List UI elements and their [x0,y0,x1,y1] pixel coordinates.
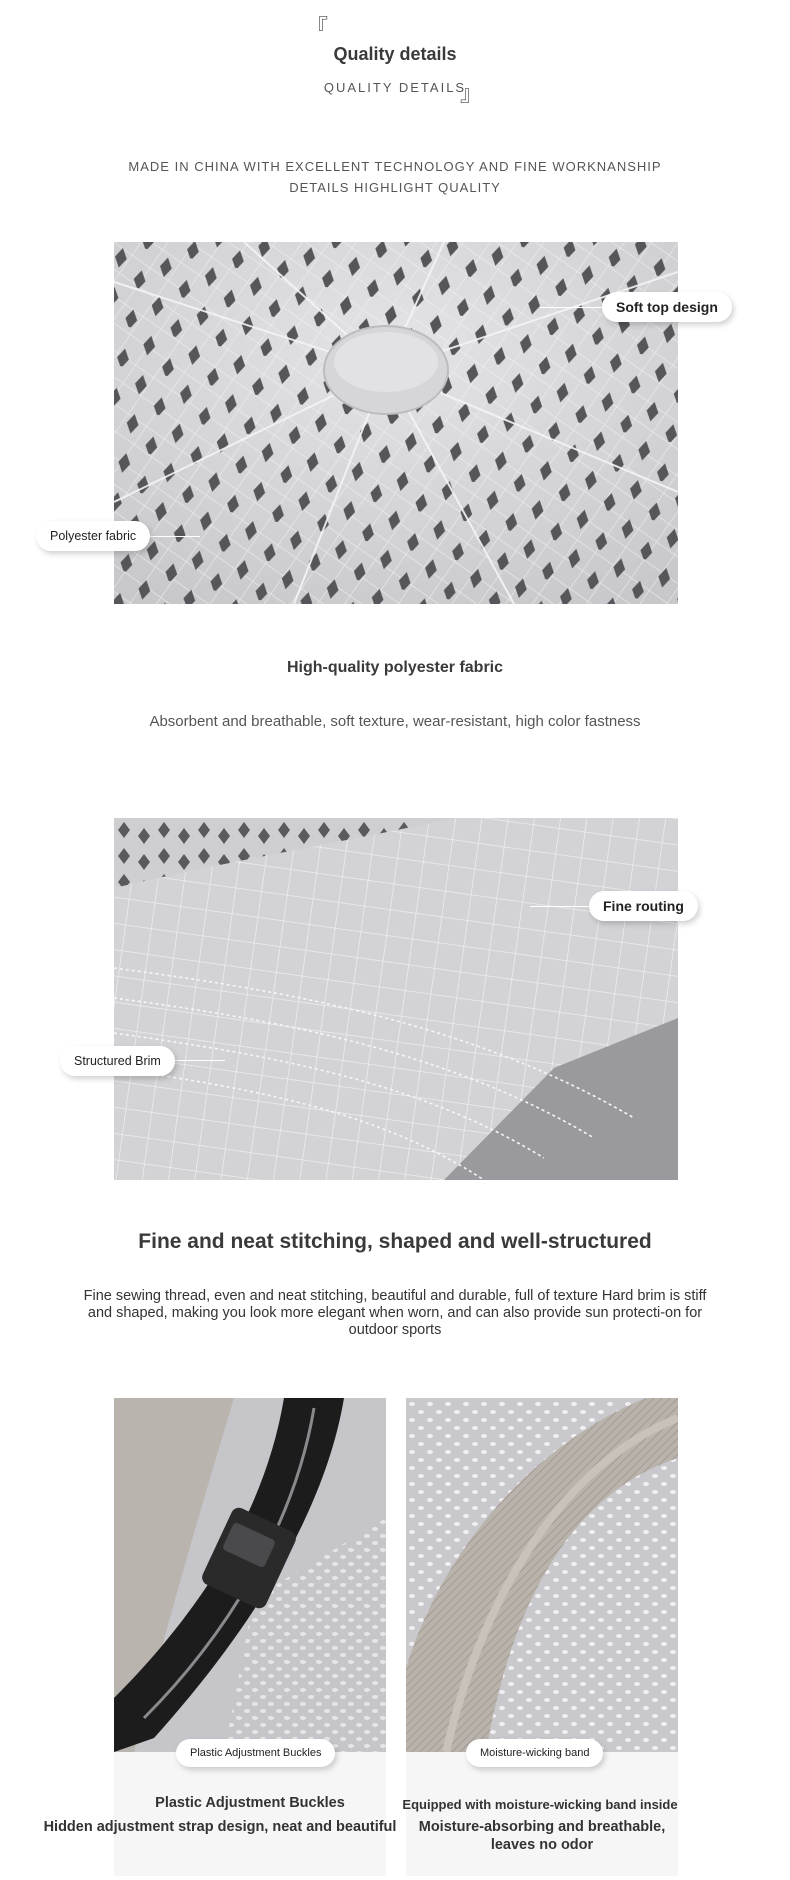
callout-polyester: Polyester fabric [36,521,150,551]
open-bracket: 『 [306,16,329,41]
band-label-pill: Moisture-wicking band [466,1739,603,1767]
intro-line-1: MADE IN CHINA WITH EXCELLENT TECHNOLOGY AND FINE WORKNANSHIP [128,159,662,174]
section2-description: Fine sewing thread, even and neat stitching, beautiful and durable, full of texture Hard brim is stiff and shaped, making you look more elegant when worn, and can also provide sun protecti-on for outdoor sports [83,1288,707,1338]
intro-text [0,156,790,198]
band-text-line-1: Moisture-absorbing and breathable, [418,1819,666,1835]
buckle-text: Hidden adjustment strap design, neat and beautiful [43,1819,397,1835]
brim-photo [114,818,678,1180]
band-photo [406,1398,678,1752]
callout-soft-top: Soft top design [602,292,732,322]
page-subtitle: QUALITY DETAILS [323,80,467,95]
buckle-photo [114,1398,386,1752]
page-title: Quality details [333,44,457,64]
callout-structured-brim: Structured Brim [60,1046,175,1076]
leader-line [530,906,594,907]
callout-fine-routing: Fine routing [589,891,698,921]
buckle-title: Plastic Adjustment Buckles [155,1795,345,1811]
section2-heading: Fine and neat stitching, shaped and well-structured [138,1230,652,1253]
band-text [406,1818,678,1854]
close-bracket: 』 [460,82,483,107]
buckle-label-pill: Plastic Adjustment Buckles [176,1739,335,1767]
section1-description: Absorbent and breathable, soft texture, wear-resistant, high color fastness [149,713,641,730]
band-text-line-2: leaves no odor [490,1837,594,1853]
section1-heading: High-quality polyester fabric [286,659,504,676]
band-title: Equipped with moisture-wicking band inside [402,1797,678,1812]
leader-line [540,307,610,308]
crown-photo [114,242,678,604]
intro-line-2: DETAILS HIGHLIGHT QUALITY [289,180,501,195]
